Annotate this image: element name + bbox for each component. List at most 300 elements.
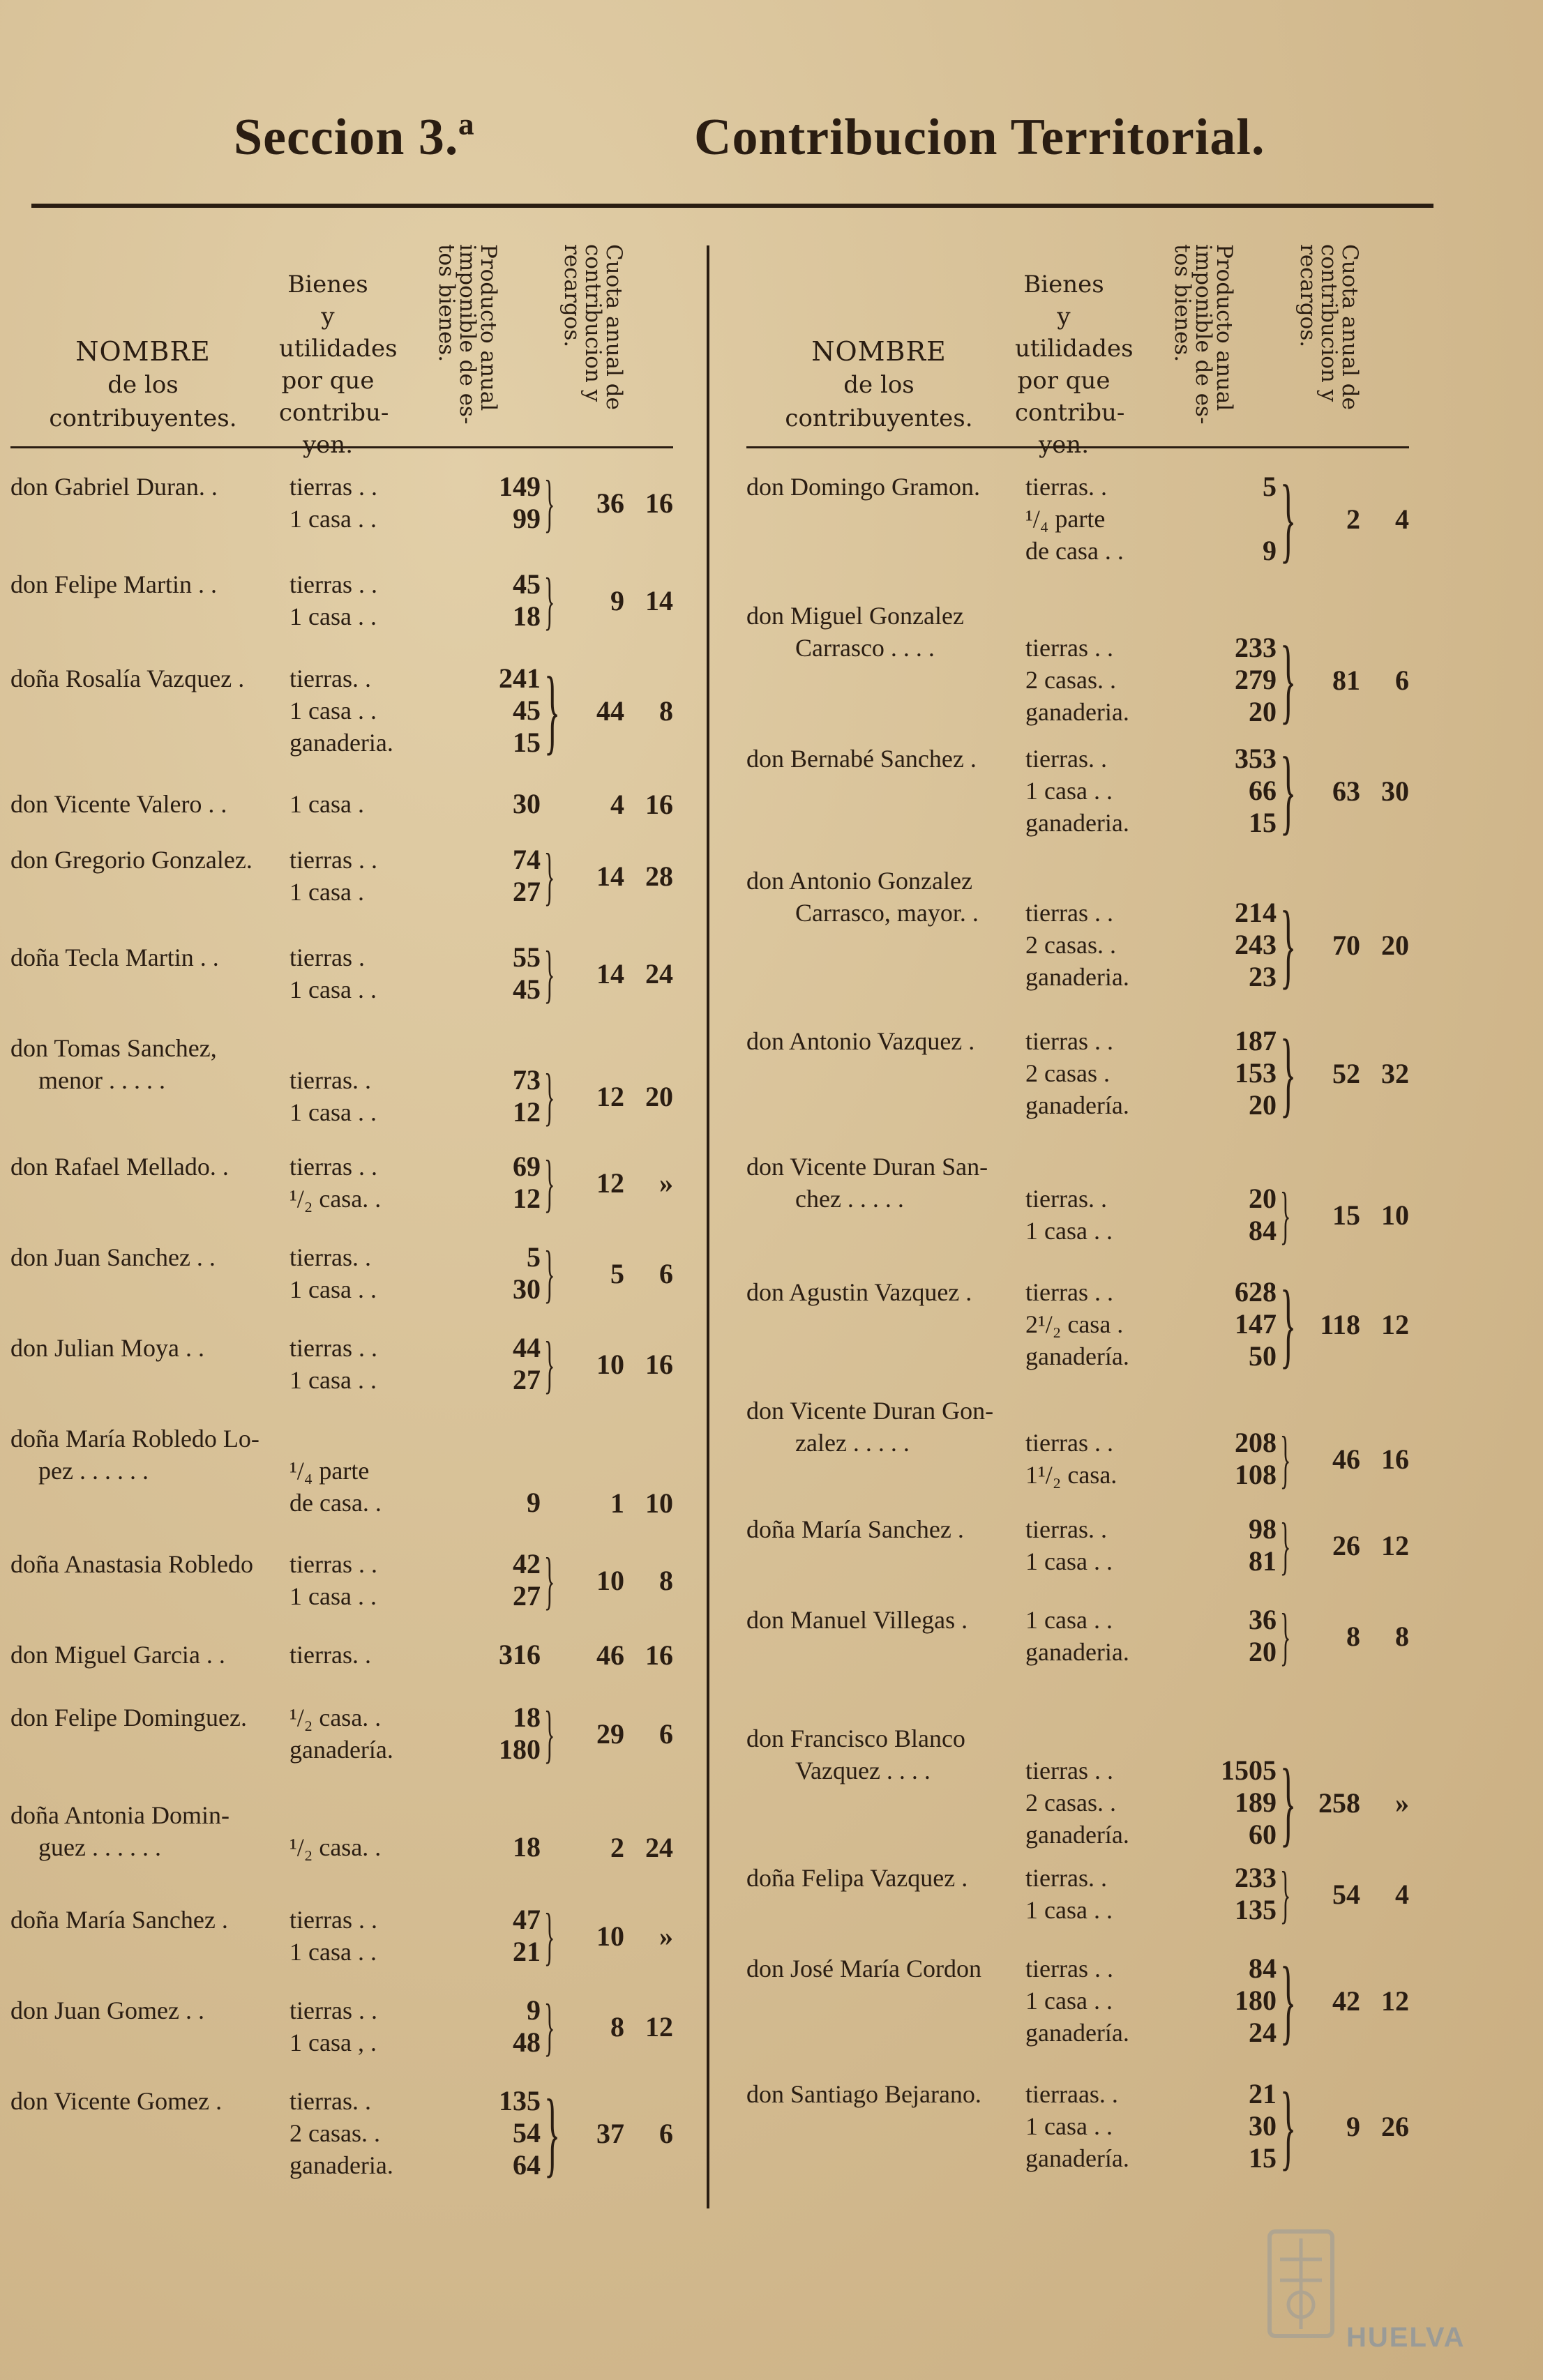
product-value: 9 [527,1487,541,1518]
property-item: 1 casa . [289,878,364,906]
product-value: 30 [1249,2110,1277,2142]
contributor-name-line: doña Rosalía Vazquez . [10,665,245,692]
property-item: tierras . . [1025,899,1113,927]
contributor-name-line: Vazquez . . . . [795,1757,931,1784]
brace-mark: } [544,467,555,538]
header-name-title: NOMBRE [75,336,211,367]
property-item [289,1423,457,1455]
product-value: 30 [513,1273,541,1305]
property-item: 1 casa , . [289,2029,377,2056]
contributor-name [10,1904,289,1936]
contributor-name [746,1151,1025,1215]
contributor-name [10,2085,289,2117]
header-bienes-line: yen. [1038,431,1090,459]
property-item: 1 casa . . [289,1275,377,1303]
product-value: 149 [499,471,541,502]
cuota-escudos: 9 [1346,2111,1360,2142]
product-value [443,1032,541,1064]
brace-mark: } [1280,1749,1297,1856]
brace-mark: } [1280,1271,1297,1377]
contributor-name-line: don Felipe Martin . . [10,570,217,598]
product-values [443,1799,541,1863]
property-item: tierras. . [1025,1515,1107,1543]
property-items [289,2085,457,2181]
contributor-name [746,2078,1025,2110]
cuota-reales: 24 [645,1832,673,1863]
product-value: 189 [1235,1787,1277,1818]
property-item: tierras . . [289,846,377,874]
contributor-name-line: don Miguel Garcia . . [10,1641,225,1669]
cuota-reales: 16 [645,487,673,519]
product-value: 147 [1235,1308,1277,1340]
product-value: 233 [1235,1862,1277,1893]
property-item: 2 casas. . [289,2119,380,2147]
contributor-name [10,1799,289,1863]
product-value: 241 [499,662,541,694]
cuota-reales: 6 [1395,665,1409,696]
contributor-name-line: doña Antonia Domin- [10,1801,229,1829]
product-value: 21 [1249,2078,1277,2109]
cuota-reales: 4 [1395,1879,1409,1910]
property-item: 1¹/₂ casa. [1025,1461,1117,1489]
product-value: 12 [513,1096,541,1128]
property-item: 1 casa . . [1025,1217,1113,1245]
property-item: 2¹/₂ casa . [1025,1310,1124,1338]
product-value: 214 [1235,897,1277,928]
contributor-name-line: doña Tecla Martin . . [10,943,219,971]
brace-mark: } [1280,1423,1291,1494]
product-value: 279 [1235,664,1277,695]
product-value: 243 [1235,929,1277,960]
cuota-reales: 16 [645,1639,673,1671]
contributor-name [10,662,289,695]
product-value [1179,503,1277,535]
product-value: 18 [513,600,541,632]
contributor-name-line: guez . . . . . . [38,1833,161,1861]
property-item: tierras. . [1025,473,1107,501]
property-item: 1 casa . . [289,505,377,533]
cuota-escudos: 5 [610,1258,624,1289]
property-item: tierras . . [289,1906,377,1934]
property-item: ganaderia. [1025,963,1129,991]
product-value: 73 [513,1064,541,1096]
brace-mark: } [1280,1510,1291,1581]
contributor-name-line: don Vicente Duran Gon- [746,1397,994,1425]
cuota-escudos: 8 [1346,1621,1360,1652]
contributor-name-line: doña Anastasia Robledo [10,1550,253,1578]
property-item: de casa . . [1025,537,1124,565]
product-value: 9 [1263,535,1277,566]
product-values [1179,743,1277,839]
cuota-reales: 12 [1381,1309,1409,1340]
property-item [1025,600,1193,632]
property-item [1025,1395,1193,1427]
property-item: ¹/₄ parte [1025,505,1106,533]
property-item: ganadería. [1025,1342,1129,1370]
product-values [443,1904,541,1968]
contributor-name [10,1548,289,1580]
header-name [10,335,276,435]
property-items [1025,1025,1193,1121]
property-items [289,788,457,820]
cuota-escudos: 10 [596,1565,624,1596]
product-values [1179,1276,1277,1372]
property-item: tierras . [289,943,365,971]
contributor-name-line: Carrasco . . . . [795,634,935,662]
cuota-reales: 24 [645,958,673,990]
property-item: 1 casa . . [1025,1987,1113,2015]
property-items [289,1701,457,1766]
product-value: 27 [513,1580,541,1612]
cuota-escudos: 54 [1332,1879,1360,1910]
product-values [1179,1722,1277,1851]
brace-mark: } [544,1545,555,1616]
contributor-name-line: don Francisco Blanco [746,1725,965,1752]
brace-mark: } [544,938,555,1009]
property-item: 2 casas . [1025,1059,1110,1087]
property-item [1025,865,1193,897]
product-values [443,788,541,820]
product-values [443,1032,541,1128]
header-bienes [1015,268,1134,461]
brace-mark: } [544,1147,555,1218]
header-name [746,335,1011,435]
cuota-escudos: 29 [596,1718,624,1750]
property-item: de casa. . [289,1489,382,1517]
product-value: 21 [513,1936,541,1967]
cuota-escudos: 4 [610,789,624,820]
cuota-escudos: 46 [1332,1443,1360,1475]
cuota-reales: 8 [659,1565,673,1596]
product-value: 30 [513,788,541,819]
cuota-reales: 32 [1381,1058,1409,1089]
contributor-name [10,1701,289,1734]
product-value: 24 [1249,2017,1277,2048]
contributor-name [10,1994,289,2026]
cuota-escudos: 9 [610,585,624,616]
product-value: 15 [1249,807,1277,838]
contributor-name-line: pez . . . . . . [38,1457,149,1485]
contributor-name-line: don Domingo Gramon. [746,473,980,501]
contributor-name-line: don Rafael Mellado. . [10,1153,229,1181]
property-item: tierras . . [1025,1278,1113,1306]
brace-mark: } [544,1991,555,2062]
product-value: 180 [1235,1985,1277,2016]
product-value: 5 [1263,471,1277,502]
product-value: 15 [513,727,541,758]
product-value: 48 [513,2026,541,2058]
contributor-name-line: don Antonio Gonzalez [746,867,972,895]
cuota-reales: 10 [645,1487,673,1519]
property-item: tierras. . [289,1641,371,1669]
product-value: 50 [1249,1340,1277,1372]
product-values [1179,1151,1277,1247]
cuota-escudos: 15 [1332,1199,1360,1231]
property-item: tierras. . [289,1066,371,1094]
brace-mark: } [1280,1600,1291,1672]
property-items [1025,2078,1193,2174]
product-value: 47 [513,1904,541,1935]
brace-mark: } [544,1061,555,1132]
property-items [1025,471,1193,567]
cuota-reales: » [1395,1787,1409,1819]
property-item: tierras . . [289,1334,377,1362]
property-item: 1 casa . . [289,697,377,725]
product-value: 18 [513,1701,541,1733]
contributor-name-line: don Julian Moya . . [10,1334,204,1362]
product-value: 20 [1249,1089,1277,1121]
property-item: 2 casas. . [1025,1789,1116,1817]
header-bienes-line: yen. [302,431,354,459]
product-value: 23 [1249,961,1277,992]
contributor-name-line: don Vicente Valero . . [10,790,227,818]
cuota-escudos: 14 [596,958,624,990]
property-item: tierraas. . [1025,2080,1118,2108]
header-cuota: Cuota anual de contribucion y recargos. [1295,244,1362,410]
property-item: 1 casa . . [289,1582,377,1610]
contributor-name [746,1395,1025,1459]
cuota-reales: 20 [645,1081,673,1112]
cuota-escudos: 26 [1332,1530,1360,1561]
contributor-name [746,1862,1025,1894]
product-value: 27 [513,876,541,907]
product-value: 233 [1235,632,1277,663]
property-items [289,1032,457,1128]
property-item: ganaderia. [1025,698,1129,726]
cuota-escudos: 36 [596,487,624,519]
product-value: 180 [499,1734,541,1765]
header-bienes [279,268,398,461]
brace-mark: } [544,565,555,636]
property-item: 1 casa . . [1025,2112,1113,2140]
brace-mark: } [544,1328,555,1400]
property-item: tierras . . [1025,1757,1113,1784]
product-values [1179,1953,1277,2049]
cuota-escudos: 10 [596,1920,624,1952]
table-header [10,237,673,459]
brace-mark: } [1280,465,1297,572]
product-value: 353 [1235,743,1277,774]
property-item: 1 casa . . [289,976,377,1003]
property-item: tierras. . [289,2087,371,2115]
product-value: 208 [1235,1427,1277,1458]
cuota-escudos: 2 [610,1832,624,1863]
brace-mark: } [1280,1020,1297,1126]
contributor-name [10,941,289,973]
header-name-subtitle: de los contribuyentes. [49,371,237,432]
product-value [1179,600,1277,632]
property-items [289,1548,457,1612]
cuota-escudos: 1 [610,1487,624,1519]
contributor-name-line: doña María Sanchez . [10,1906,228,1934]
product-value [443,1455,541,1487]
product-value: 84 [1249,1215,1277,1246]
property-item [1025,1722,1193,1754]
property-item: tierras . . [289,473,377,501]
property-item: tierras . . [1025,634,1113,662]
property-item: 2 casas. . [1025,931,1116,959]
product-value: 9 [527,1994,541,2026]
property-items [1025,1862,1193,1926]
table-header [746,237,1409,459]
cuota-reales: 12 [1381,1530,1409,1561]
contributor-name-line: doña María Sanchez . [746,1515,964,1543]
property-item [1025,1151,1193,1183]
contributor-name-line: don Santiago Bejarano. [746,2080,981,2108]
property-item: ganadería. [1025,1091,1129,1119]
cuota-reales: 6 [659,1718,673,1750]
contributor-name [746,600,1025,664]
product-values [443,1548,541,1612]
property-item: ganaderia. [289,729,393,757]
product-value: 1505 [1221,1754,1277,1786]
contributor-name-line: don Gregorio Gonzalez. [10,846,253,874]
product-value: 20 [1249,1183,1277,1214]
cuota-reales: 6 [659,2118,673,2149]
property-item: 1 casa . . [289,1938,377,1966]
brace-mark: } [1280,1858,1291,1930]
brace-mark: } [1280,1179,1291,1250]
cuota-escudos: 258 [1318,1787,1360,1819]
product-values [443,1701,541,1766]
property-item: ¹/₂ casa. . [289,1185,382,1213]
property-item: ganaderia. [1025,1638,1129,1666]
contributor-name-line: don Agustin Vazquez . [746,1278,972,1306]
product-values [1179,865,1277,993]
cuota-escudos: 81 [1332,665,1360,696]
product-value: 5 [527,1241,541,1273]
header-rule [10,446,673,448]
property-items [1025,1604,1193,1668]
cuota-reales: 8 [1395,1621,1409,1652]
cuota-escudos: 52 [1332,1058,1360,1089]
property-items [289,1799,457,1863]
brace-mark: } [1280,626,1297,733]
header-bienes-line: por que [281,367,375,395]
product-value: 135 [1235,1894,1277,1925]
product-value: 45 [513,568,541,600]
cuota-escudos: 44 [596,695,624,727]
contributor-name-line: don Miguel Gonzalez [746,602,964,630]
cuota-reales: 20 [1381,930,1409,961]
brace-mark: } [1280,1947,1297,2054]
product-value: 98 [1249,1513,1277,1545]
product-values [1179,1395,1277,1491]
cuota-escudos: 42 [1332,1985,1360,2017]
product-values [443,1241,541,1305]
property-items [289,1994,457,2059]
product-values [443,1994,541,2059]
property-items [1025,1276,1193,1372]
property-items [1025,600,1193,728]
contributor-name [746,865,1025,929]
contributor-name [10,788,289,820]
product-value: 628 [1235,1276,1277,1308]
product-value [443,1799,541,1831]
contributor-name-line: don Juan Gomez . . [10,1996,204,2024]
property-item: tierras. . [1025,745,1107,773]
cuota-reales: 8 [659,695,673,727]
product-value: 84 [1249,1953,1277,1984]
contributor-name-line: don Vicente Duran San- [746,1153,988,1181]
product-values [443,1332,541,1396]
header-name-subtitle: de los contribuyentes. [785,371,973,432]
product-value: 20 [1249,696,1277,727]
cuota-reales: 30 [1381,775,1409,807]
brace-mark: } [544,1900,555,1971]
brace-mark: } [1280,891,1297,998]
contributor-name [746,471,1025,503]
property-items [289,1241,457,1305]
product-values [1179,1025,1277,1121]
contributor-name-line: don Gabriel Duran. . [10,473,218,501]
column-divider [707,245,709,2208]
contributor-name [10,471,289,503]
property-item: tierras. . [289,665,371,692]
property-items [1025,1151,1193,1247]
product-values [1179,1862,1277,1926]
product-value: 45 [513,695,541,726]
brace-mark: } [1280,737,1297,844]
section-title: Seccion 3.ª [234,109,475,166]
property-items [1025,1395,1193,1491]
product-value: 27 [513,1364,541,1395]
contributor-name [746,1722,1025,1787]
product-value: 66 [1249,775,1277,806]
cuota-escudos: 118 [1320,1309,1360,1340]
property-items [289,844,457,908]
property-item: tierras . . [289,1153,377,1181]
product-value: 18 [513,1831,541,1863]
contributor-name [746,743,1025,775]
header-bienes-line: Bienes y [287,271,368,331]
product-values [443,941,541,1006]
cuota-escudos: 8 [610,2011,624,2042]
contributor-name [10,1332,289,1364]
product-value [1179,865,1277,897]
property-items [289,1151,457,1215]
contributor-name-line: don Bernabé Sanchez . [746,745,977,773]
cuota-escudos: 14 [596,861,624,892]
product-value: 135 [499,2085,541,2116]
cuota-reales: 14 [645,585,673,616]
property-item [289,1032,457,1064]
product-value [1179,1151,1277,1183]
property-item: tierras . . [1025,1955,1113,1983]
property-items [289,941,457,1006]
product-value: 55 [513,941,541,973]
property-item: tierras . . [289,1550,377,1578]
contributor-name [10,1241,289,1273]
product-values [1179,2078,1277,2174]
property-items [289,471,457,535]
cuota-reales: 16 [645,1349,673,1380]
product-values [1179,1604,1277,1668]
property-item: 1 casa . . [1025,1547,1113,1575]
cuota-escudos: 63 [1332,775,1360,807]
contributor-name-line: don Juan Sanchez . . [10,1243,216,1271]
contributor-name-line: chez . . . . . [795,1185,904,1213]
product-value: 316 [499,1639,541,1670]
cuota-escudos: 12 [596,1081,624,1112]
property-item: ganaderia. [289,2151,393,2179]
cuota-reales: 6 [659,1258,673,1289]
property-items [1025,1722,1193,1851]
contributor-name [10,1639,289,1671]
property-item: tierras. . [1025,1864,1107,1892]
contributor-name [746,1953,1025,1985]
contributor-name [10,844,289,876]
